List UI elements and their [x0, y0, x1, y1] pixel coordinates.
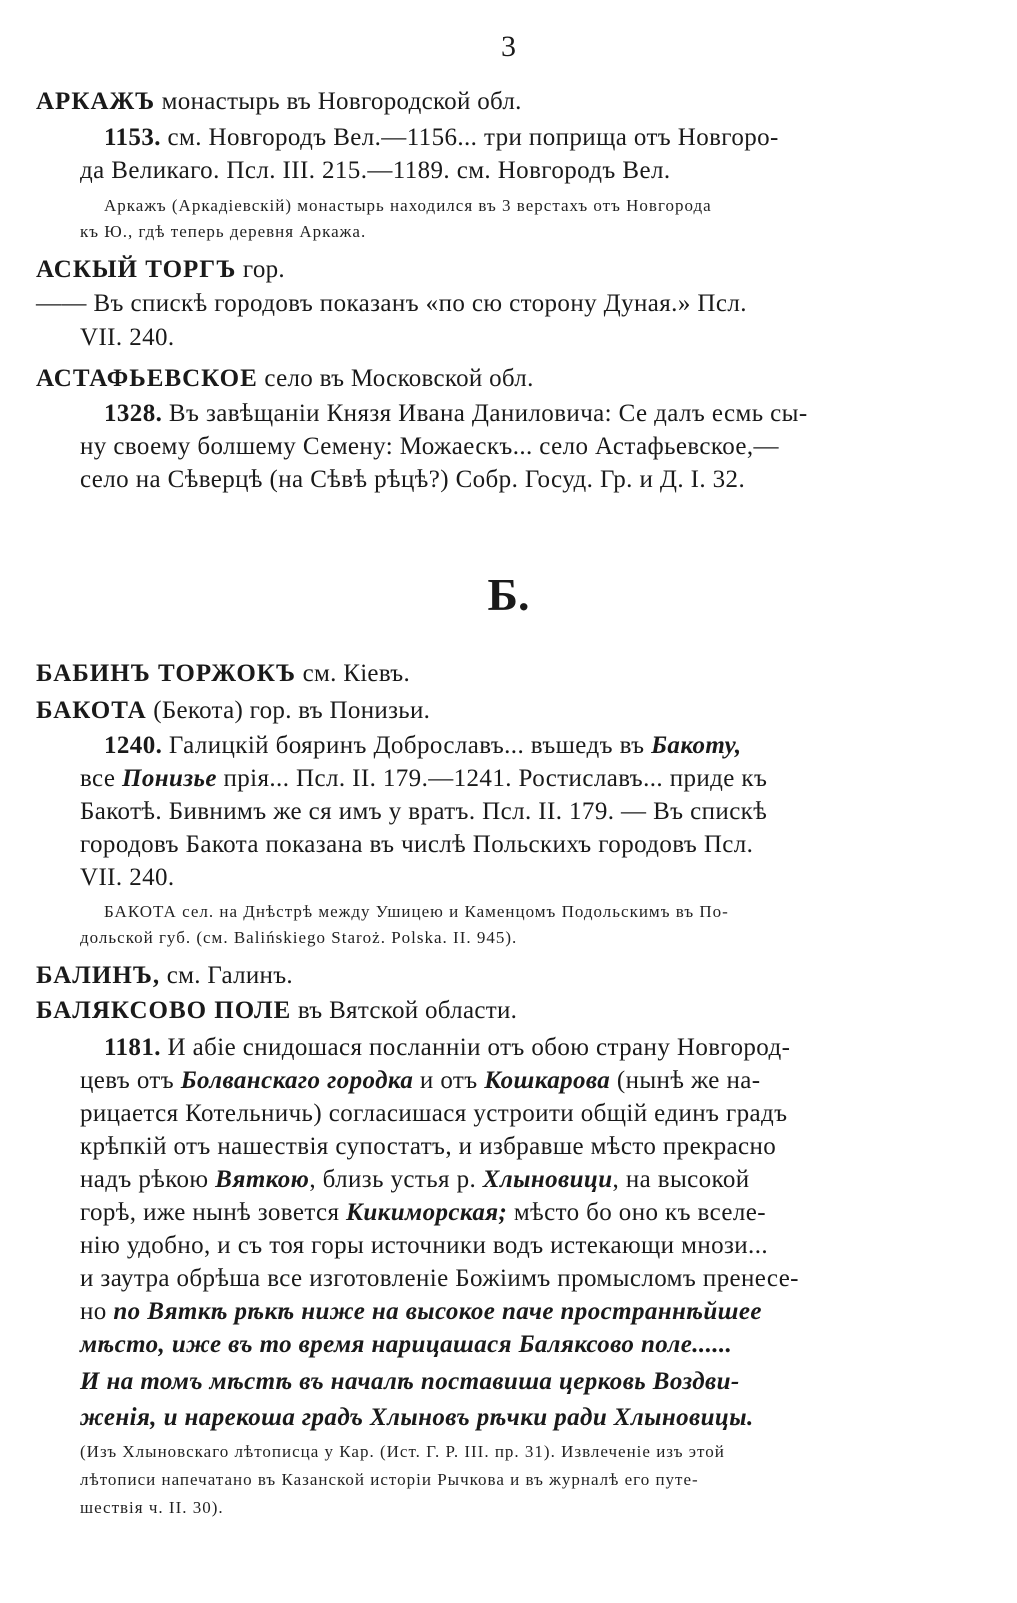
entry-text: , близь устья р. — [309, 1166, 483, 1193]
entry-text-line: нію удобно, и съ тоя горы источники водъ истекающи мнози... — [80, 1232, 769, 1259]
entry-italic-text: Кошкарова — [484, 1067, 611, 1094]
entry-heading-balyaksovo — [36, 997, 517, 1025]
entry-note: къ Ю., гдѣ теперь деревня Аркажа. — [80, 222, 367, 241]
entry-italic-text: Понизье — [122, 765, 217, 792]
entry-description: монастырь въ Новгородской обл. — [155, 88, 522, 115]
entry-note: БАКОТА сел. на Днѣстрѣ между Ушицею и Каменцомъ Подольскимъ въ По- — [104, 902, 729, 921]
entry-text-line: Бакотѣ. Бивнимъ же ся имъ у вратъ. Псл. II. 179. — Въ спискѣ — [80, 798, 768, 825]
entry-text-line — [80, 1166, 750, 1194]
page-number: 3 — [501, 30, 516, 63]
entry-text-line — [104, 124, 779, 152]
entry-text-line — [104, 400, 808, 428]
entry-text-line: крѣпкій отъ нашествія супостатъ, и избравше мѣсто прекрасно — [80, 1133, 777, 1160]
entry-italic-line: И на томъ мѣстѣ въ началѣ поставиша церковь Воздви- — [80, 1368, 740, 1395]
entry-year: 1153. — [104, 124, 161, 151]
entry-name: АСТАФЬЕВСКОЕ — [36, 365, 258, 392]
entry-text: цевъ отъ — [80, 1067, 181, 1094]
entry-text: Галицкій бояринъ Доброславъ... въшедъ въ — [162, 732, 652, 759]
entry-text: И абіе снидошася посланніи отъ обою страну Новгород- — [160, 1034, 791, 1061]
entry-heading-babin — [36, 660, 410, 688]
entry-text-line: VII. 240. — [80, 324, 175, 351]
entry-italic-text: Вяткою — [215, 1166, 310, 1193]
entry-heading-bakota — [36, 697, 430, 725]
entry-year: 1240. — [104, 732, 163, 759]
entry-text: мѣсто бо оно къ вселе- — [507, 1199, 766, 1226]
entry-italic-text: по Вяткѣ рѣкѣ ниже на высокое паче пространнѣйшее — [113, 1298, 762, 1325]
entry-description: въ Вятской области. — [291, 997, 518, 1024]
entry-italic-text: Хлыновици — [482, 1166, 613, 1193]
entry-text-line: да Великаго. Псл. III. 215.—1189. см. Новгородъ Вел. — [80, 157, 671, 184]
entry-italic-text: Бакоту, — [651, 732, 742, 759]
entry-description: (Бекота) гор. въ Понизьи. — [146, 697, 431, 724]
entry-text: горѣ, иже нынѣ зовется — [80, 1199, 347, 1226]
entry-text-line — [80, 1199, 766, 1227]
entry-note: дольской губ. (см. Balińskiego Staroż. Polska. II. 945). — [80, 928, 518, 947]
entry-text-line: и заутра обрѣша все изготовленіе Божіимъ промысломъ пренесе- — [80, 1265, 799, 1292]
entry-text: (нынѣ же на- — [610, 1067, 761, 1094]
entry-text: надъ рѣкою — [80, 1166, 216, 1193]
entry-heading-askyi — [36, 256, 285, 284]
entry-italic-line: мѣсто, иже въ то время нарицашася Баляксово поле...... — [80, 1331, 733, 1358]
entry-text-line: ну своему болшему Семену: Можаескъ... село Астафьевское,— — [80, 433, 779, 460]
entry-name: АСКЫЙ ТОРГЪ — [36, 256, 237, 283]
entry-note: лѣтописи напечатано въ Казанской исторіи Рычкова и въ журналѣ его путе- — [80, 1470, 699, 1489]
entry-text: но — [80, 1298, 114, 1325]
entry-text-line: городовъ Бакота показана въ числѣ Польскихъ городовъ Псл. — [80, 831, 754, 858]
entry-name: БАБИНЪ ТОРЖОКЪ — [36, 660, 297, 687]
entry-text-line: рицается Котельничь) согласишася устроити общій единъ градъ — [80, 1100, 788, 1127]
entry-note: шествія ч. II. 30). — [80, 1498, 224, 1517]
entry-text: см. Новгородъ Вел.—1156... три поприща отъ Новгоро- — [160, 124, 779, 151]
entry-heading-arkazh — [36, 88, 522, 116]
entry-year: 1181. — [104, 1034, 161, 1061]
entry-italic-text: Болванскаго городка — [180, 1067, 414, 1094]
entry-heading-astafyevskoe — [36, 365, 534, 393]
entry-note: Аркажъ (Аркадіевскій) монастырь находился въ 3 верстахъ отъ Новгорода — [104, 196, 712, 215]
entry-text: , на высокой — [612, 1166, 750, 1193]
entry-heading-balin — [36, 962, 293, 990]
entry-text: прія... Псл. II. 179.—1241. Ростиславъ... приде къ — [216, 765, 768, 792]
entry-name: АРКАЖЪ — [36, 88, 156, 115]
section-letter: Б. — [487, 569, 530, 620]
entry-text-line — [104, 1034, 790, 1062]
entry-text: все — [80, 765, 123, 792]
entry-text-line — [80, 1067, 760, 1095]
entry-description: село въ Московской обл. — [257, 365, 534, 392]
entry-text-line — [80, 1298, 762, 1326]
entry-italic-text: Кикиморская; — [346, 1199, 508, 1226]
entry-text-line: VII. 240. — [80, 864, 175, 891]
entry-name: БАЛИНЪ, — [36, 962, 161, 989]
entry-name: БАЛЯКСОВО ПОЛЕ — [36, 997, 292, 1024]
entry-description: см. Кіевъ. — [296, 660, 411, 687]
entry-text-line: —— Въ спискѣ городовъ показанъ «по сю сторону Дуная.» Псл. — [36, 290, 747, 317]
entry-text-line — [80, 765, 767, 793]
entry-year: 1328. — [104, 400, 163, 427]
entry-text: и отъ — [413, 1067, 485, 1094]
entry-text-line: село на Сѣверцѣ (на Сѣвѣ рѣцѣ?) Собр. Госуд. Гр. и Д. I. 32. — [80, 466, 746, 493]
entry-name: БАКОТА — [36, 697, 147, 724]
entry-description: гор. — [236, 256, 285, 283]
entry-text-line — [104, 732, 741, 760]
entry-description: см. Галинъ. — [160, 962, 293, 989]
entry-note: (Изъ Хлыновскаго лѣтописца у Кар. (Ист. Г. Р. III. пр. 31). Извлеченіе изъ этой — [80, 1442, 725, 1461]
entry-text: Въ завѣщаніи Князя Ивана Даниловича: Се далъ есмь сы- — [162, 400, 808, 427]
entry-italic-line: женія, и нарекоша градъ Хлыновъ рѣчки ради Хлыновицы. — [80, 1404, 754, 1431]
